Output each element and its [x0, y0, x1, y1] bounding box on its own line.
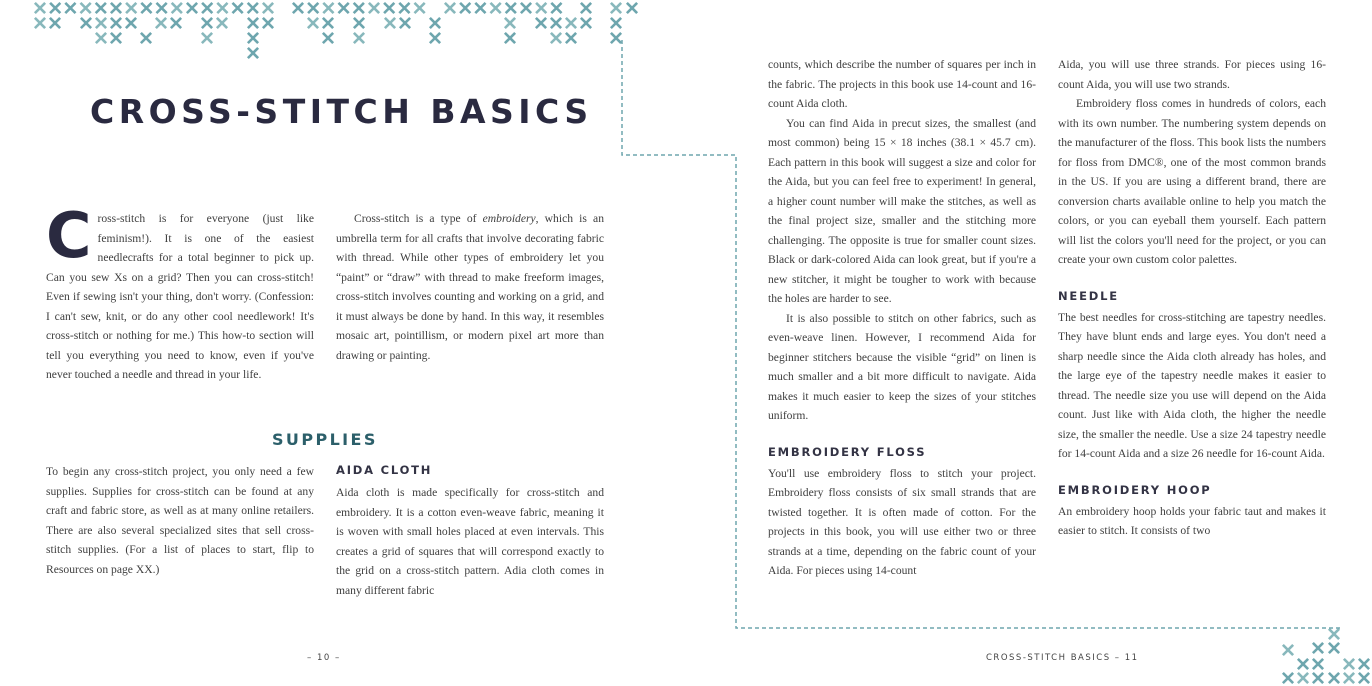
- cross-stitch-x: [66, 4, 74, 12]
- cross-stitch-x: [401, 19, 409, 27]
- cross-stitch-x: [249, 4, 257, 12]
- cross-stitch-x: [386, 19, 394, 27]
- cross-stitch-x: [400, 4, 408, 12]
- cross-stitch-x: [1299, 660, 1307, 668]
- cross-stitch-x: [491, 4, 499, 12]
- cross-stitch-x: [249, 19, 257, 27]
- aida-sizes-paragraph: You can find Aida in precut sizes, the smallest (and most common) being 15 × 18 inches (38.1 × 45.7 cm). Each pattern in this book will suggest a size and color for the Aida, but you can feel free to experiment! In general, a higher count number will make the stitches, as well as the final project size, smaller and the stitching more challenging. The opposite is true for smaller count sizes. Black or dark-colored Aida can look great, but if you're a new stitcher, it might be tougher to work with because the holes are harder to see.: [768, 116, 1036, 305]
- cross-stitch-x: [355, 4, 363, 12]
- intro-text: ross-stitch is for everyone (just like feminism!). It is one of the easiest needlecrafts for a total beginner to pick up. Can you sew Xs on a grid? Then you can cross-stitch! Even if sewing isn't your thing, don't worry. (Confession: I can't sew, knit, or do any other cool needlework! It's cross-stitch or nothing for me.) This how-to section will tell you everything you need to know, even if you've never touched a needle and thread in your life.: [46, 212, 314, 381]
- hoop-paragraph: An embroidery hoop holds your fabric taut and makes it easier to stitch. It consists of two: [1058, 504, 1326, 537]
- cross-stitch-x: [1360, 674, 1368, 682]
- cross-stitch-x: [173, 4, 181, 12]
- cross-stitch-x: [1314, 644, 1322, 652]
- cross-stitch-x: [1330, 644, 1338, 652]
- cross-stitch-x: [51, 4, 59, 12]
- cross-stitch-x: [582, 4, 590, 12]
- cross-stitch-x: [355, 34, 363, 42]
- cross-stitch-x: [1330, 674, 1338, 682]
- cross-stitch-x: [97, 34, 105, 42]
- cross-stitch-x: [415, 4, 423, 12]
- embroidery-text-end: , which is an umbrella term for all crafts that involve decorating fabric with thread. While other types of embroidery let you “paint” or “draw” with thread to make freeform images, cross-stitch involves counting and working on a grid, and it must always be done by hand. In this way, it resembles mosaic art, pointillism, or modern pixel art more than drawing or painting.: [336, 212, 604, 362]
- cross-stitch-x: [97, 19, 105, 27]
- cross-stitch-x: [552, 19, 560, 27]
- cross-stitch-x: [294, 4, 302, 12]
- hoop-heading: EMBROIDERY HOOP: [1058, 482, 1212, 497]
- cross-stitch-x: [309, 4, 317, 12]
- needle-heading: NEEDLE: [1058, 288, 1119, 303]
- embroidery-paragraph: [336, 209, 604, 365]
- cross-stitch-x: [97, 4, 105, 12]
- cross-stitch-x: [628, 4, 636, 12]
- cross-stitch-x: [203, 34, 211, 42]
- cross-stitch-x: [612, 19, 620, 27]
- cross-stitch-x: [552, 34, 560, 42]
- cross-stitch-x: [188, 4, 196, 12]
- cross-stitch-x: [1345, 660, 1353, 668]
- cross-stitch-x: [582, 19, 590, 27]
- cross-stitch-x: [218, 4, 226, 12]
- cross-stitch-x: [537, 19, 545, 27]
- cross-stitch-x: [1314, 674, 1322, 682]
- cross-stitch-x: [522, 4, 530, 12]
- cross-stitch-x: [36, 19, 44, 27]
- cross-stitch-x: [1284, 674, 1292, 682]
- cross-stitch-x: [324, 34, 332, 42]
- page-number-left: – 10 –: [307, 653, 341, 663]
- cross-stitch-x: [36, 4, 44, 12]
- cross-stitch-x: [339, 4, 347, 12]
- supplies-paragraph: To begin any cross-stitch project, you only need a few supplies. Supplies for cross-stitch can be found at any craft and fabric store, as well as at many online retailers. There are also several specialized sites that sell cross-stitch supplies. (For a list of places to start, flip to Resources on page XX.): [46, 465, 314, 576]
- cross-stitch-x: [355, 19, 363, 27]
- cross-stitch-x: [249, 34, 257, 42]
- cross-stitch-x: [567, 34, 575, 42]
- cross-stitch-x: [552, 4, 560, 12]
- cross-stitch-x: [537, 4, 545, 12]
- cross-stitch-x: [127, 4, 135, 12]
- right-column-1: [768, 55, 1036, 581]
- aida-section: [336, 462, 604, 600]
- cross-stitch-x: [1284, 646, 1292, 654]
- floss-heading: EMBROIDERY FLOSS: [768, 444, 927, 459]
- cross-stitch-x: [476, 4, 484, 12]
- other-fabrics-paragraph: It is also possible to stitch on other fabrics, such as even-weave linen. However, I recommend Aida for beginner stitchers because the visible “grid” on linen is much smaller and a bit more difficult to navigate. Aida makes it much easier to keep the sizes of your stitches uniform.: [768, 311, 1036, 422]
- floss-colors-paragraph: Embroidery floss comes in hundreds of colors, each with its own number. The numbering system depends on the manufacturer of the floss. This book lists the numbers for floss from DMC®, one of the most common brands in the US. If you are using a different brand, there are conversion charts available online to help you match the colors, or you can eyeball them yourself. Each pattern will list the colors you'll need for the project, or you can create your own custom color palettes.: [1058, 97, 1326, 266]
- needle-paragraph: The best needles for cross-stitching are tapestry needles. They have blunt ends and large eyes. You don't need a sharp needle since the Aida cloth already has holes, and the large eye of the tapestry needle makes it easier to thread. The needle size you use will depend on the Aida count. Just like with Aida cloth, the higher the needle size, the smaller the needle. Use a size 24 tapestry needle for 14-count Aida and a size 26 needle for 16-count Aida.: [1058, 310, 1326, 460]
- cross-stitch-x: [431, 34, 439, 42]
- cross-stitch-x: [157, 19, 165, 27]
- cross-stitch-x: [82, 19, 90, 27]
- drop-cap: C: [46, 199, 92, 272]
- cross-stitch-x: [506, 34, 514, 42]
- cross-stitch-x: [203, 19, 211, 27]
- cross-stitch-x: [567, 19, 575, 27]
- cross-stitch-x: [264, 19, 272, 27]
- floss-paragraph: You'll use embroidery floss to stitch your project. Embroidery floss consists of six small strands that are twisted together. It is often made of cotton. For the projects in this book, you will use either two or three strands at a time, depending on the fabric count of your Aida. For pieces using 14-count: [768, 466, 1036, 577]
- cross-stitch-x: [1345, 674, 1353, 682]
- supplies-heading: SUPPLIES: [272, 430, 378, 449]
- cross-stitch-x: [157, 4, 165, 12]
- cross-stitch-x: [1360, 660, 1368, 668]
- aida-heading: AIDA CLOTH: [336, 463, 433, 477]
- cross-stitch-x: [112, 34, 120, 42]
- cross-stitch-x: [142, 4, 150, 12]
- cross-stitch-x: [81, 4, 89, 12]
- cross-stitch-x: [172, 19, 180, 27]
- intro-paragraph: [46, 199, 314, 385]
- cross-stitch-x: [112, 4, 120, 12]
- aida-paragraph: Aida cloth is made specifically for cross-stitch and embroidery. It is a cotton even-weave fabric, meaning it is woven with small holes placed at even intervals. This creates a grid of squares that will correspond exactly to the grid on a cross-stitch pattern. Adia cloth comes in many different fabric: [336, 486, 604, 597]
- cross-stitch-x: [51, 19, 59, 27]
- cross-stitch-x: [249, 49, 257, 57]
- cross-stitch-x: [142, 34, 150, 42]
- cross-stitch-x: [1299, 674, 1307, 682]
- page-number-right: CROSS-STITCH BASICS – 11: [986, 653, 1139, 663]
- cross-stitch-x: [127, 19, 135, 27]
- cross-stitch-x: [1314, 660, 1322, 668]
- cross-stitch-x: [309, 19, 317, 27]
- cross-stitch-x: [612, 4, 620, 12]
- cross-stitch-x: [612, 34, 620, 42]
- cross-stitch-x: [203, 4, 211, 12]
- cross-stitch-x: [446, 4, 454, 12]
- strands-paragraph: Aida, you will use three strands. For pieces using 16-count Aida, you will use two strands.: [1058, 58, 1326, 91]
- aida-counts-paragraph: counts, which describe the number of squares per inch in the fabric. The projects in this book use 14-count and 16-count Aida cloth.: [768, 58, 1036, 110]
- cross-stitch-x: [506, 19, 514, 27]
- cross-stitch-x: [1330, 630, 1338, 638]
- cross-stitch-x: [324, 19, 332, 27]
- cross-stitch-x: [507, 4, 515, 12]
- cross-stitch-x: [431, 19, 439, 27]
- cross-stitch-x: [233, 4, 241, 12]
- cross-stitch-x: [264, 4, 272, 12]
- right-column-2: [1058, 55, 1326, 541]
- cross-stitch-x: [370, 4, 378, 12]
- cross-stitch-x: [218, 19, 226, 27]
- embroidery-text-start: Cross-stitch is a type of: [354, 212, 483, 225]
- embroidery-emphasis: embroidery: [482, 212, 536, 225]
- cross-stitch-x: [461, 4, 469, 12]
- cross-stitch-x: [112, 19, 120, 27]
- cross-stitch-x: [385, 4, 393, 12]
- page-title: CROSS-STITCH BASICS: [90, 92, 593, 131]
- cross-stitch-x: [324, 4, 332, 12]
